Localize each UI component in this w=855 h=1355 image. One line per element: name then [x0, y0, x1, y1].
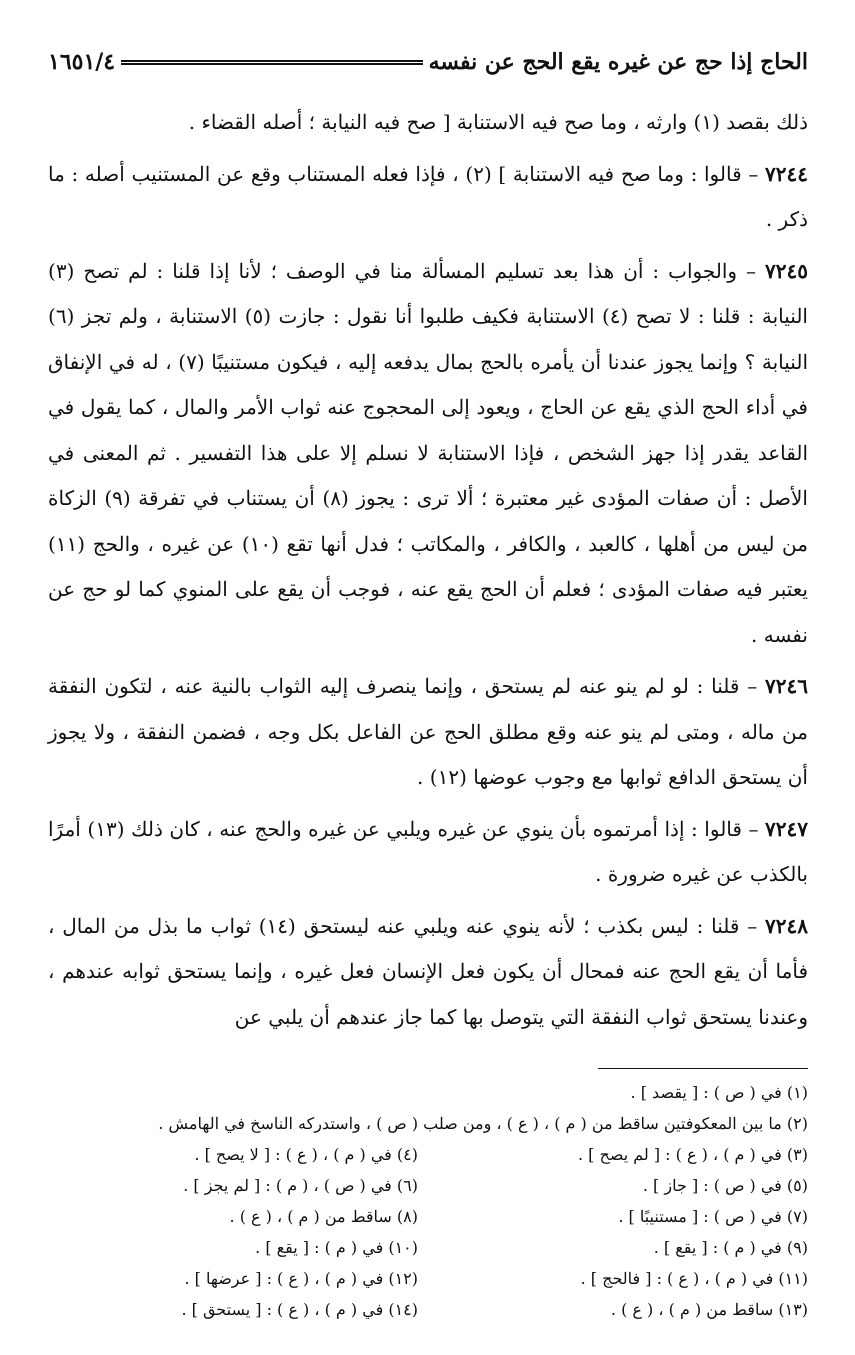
paragraph-7248 — [48, 904, 808, 1041]
footnote-8: (٨) ساقط من ( م ) ، ( ع ) . — [229, 1207, 418, 1226]
paragraph-text: ذلك بقصد (١) وارثه ، وما صح فيه الاستنابة [ صح فيه النيابة ؛ أصله القضاء . — [188, 110, 808, 134]
page-number: ١٦٥١/٤ — [48, 49, 116, 75]
running-head-title: الحاج إذا حج عن غيره يقع الحج عن نفسه — [428, 49, 808, 75]
paragraph-continuation — [48, 100, 808, 146]
footnote-11: (١١) في ( م ) ، ( ع ) : [ فالحج ] . — [580, 1269, 808, 1288]
paragraph-7247 — [48, 807, 808, 898]
footnote-2: (٢) ما بين المعكوفتين ساقط من ( م ) ، ( ع ) ، ومن صلب ( ص ) ، واستدركه الناسخ في الهامش . — [158, 1114, 808, 1133]
paragraph-text: – والجواب : أن هذا بعد تسليم المسألة منا في الوصف ؛ لأنا إذا قلنا : لم تصح (٣) النيابة : قلنا : لا تصح (٤) الاستنابة فكيف طلبوا أنا نقول : جازت (٥) الاستنابة ، ولم تجز (٦) النيابة ؟ وإنما يجوز عندنا أن يأمره بالحج بمال يدفعه إليه ، فيكون مستنيبًا (٧) ، له في الإنفاق في أداء الحج الذي يقع عن الحاج ، ويعود إلى المحجوج عنه ثواب الأمر والمال ، كما يقول في القاعد يقدر إذا جهز الشخص ، فإذا الاستنابة لا نسلم إلا على هذا التفسير . ثم المعنى في الأصل : أن صفات المؤدى غير معتبرة ؛ ألا ترى : يجوز (٨) أن يستناب في تفرقة (٩) الزكاة من ليس من أهلها ، كالعبد ، والكافر ، والمكاتب ؛ فدل أنها تقع (١٠) عن غيره ، والحج (١١) يعتبر فيه صفات المؤدى ؛ فعلم أن الحج يقع عنه ، فوجب أن يقع على المنوي كما لو حج عن نفسه . — [48, 258, 808, 647]
footnote-6: (٦) في ( ص ) ، ( م ) : [ لم يجز ] . — [183, 1176, 418, 1195]
footnote-4: (٤) في ( م ) ، ( ع ) : [ لا يصح ] . — [194, 1145, 418, 1164]
running-head-rule — [121, 60, 422, 65]
footnotes — [48, 1077, 808, 1325]
paragraph-text: – قلنا : لو لم ينو عنه لم يستحق ، وإنما ينصرف إليه الثواب بالنية عنه ، لتكون النفقة من ماله ، ومتى لم ينو عنه وقع مطلق الحج عن الفاعل بكل وجه ، فضمن النفقة ، ولا يجوز أن يستحق الدافع ثوابها مع وجوب عوضها (١٢) . — [48, 674, 808, 789]
paragraph-number: ٧٢٤٦ — [765, 674, 808, 698]
paragraph-number: ٧٢٤٨ — [765, 913, 809, 938]
footnote-separator — [598, 1068, 808, 1069]
footnote-grid — [48, 1139, 808, 1325]
footnote-12: (١٢) في ( م ) ، ( ع ) : [ عرضها ] . — [184, 1269, 418, 1288]
paragraph-number: ٧٢٤٤ — [765, 161, 809, 186]
paragraph-7244 — [48, 152, 808, 243]
paragraph-number: ٧٢٤٧ — [765, 816, 808, 841]
paragraph-7246 — [48, 664, 808, 801]
footnote-14: (١٤) في ( م ) ، ( ع ) : [ يستحق ] . — [181, 1300, 418, 1319]
footnote-1: (١) في ( ص ) : [ يقصد ] . — [630, 1083, 808, 1102]
paragraph-text: – قالوا : وما صح فيه الاستنابة ] (٢) ، فإذا فعله المستناب وقع عن المستنيب أصله : ما ذكر . — [48, 161, 808, 231]
footnote-7: (٧) في ( ص ) : [ مستنيبًا ] . — [618, 1207, 808, 1226]
running-head — [48, 40, 808, 84]
footnote-9: (٩) في ( م ) : [ يقع ] . — [653, 1238, 808, 1257]
paragraph-text: – قلنا : ليس بكذب ؛ لأنه ينوي عنه ويلبي عنه ليستحق (١٤) ثواب ما بذل من المال ، فأما أن يقع الحج عنه فمحال أن يكون فعل الإنسان فعل غيره ، وإنما يستحق ثوابه عندهم ، وعندنا يستحق ثواب النفقة التي يتوصل بها كما جاز عندهم أن يلبي عن — [48, 913, 808, 1029]
footnote-3: (٣) في ( م ) ، ( ع ) : [ لم يصح ] . — [578, 1145, 808, 1164]
main-text — [48, 100, 808, 1040]
footnote-13: (١٣) ساقط من ( م ) ، ( ع ) . — [610, 1300, 808, 1319]
book-page — [48, 40, 808, 1325]
paragraph-7245 — [48, 249, 808, 659]
paragraph-text: – قالوا : إذا أمرتموه بأن ينوي عن غيره ويلبي عن غيره والحج عنه ، كان ذلك (١٣) أمرًا بالكذب عن غيره ضرورة . — [48, 816, 808, 886]
footnote-5: (٥) في ( ص ) : [ جاز ] . — [642, 1176, 808, 1195]
footnote-10: (١٠) في ( م ) : [ يقع ] . — [255, 1238, 418, 1257]
paragraph-number: ٧٢٤٥ — [765, 258, 809, 283]
